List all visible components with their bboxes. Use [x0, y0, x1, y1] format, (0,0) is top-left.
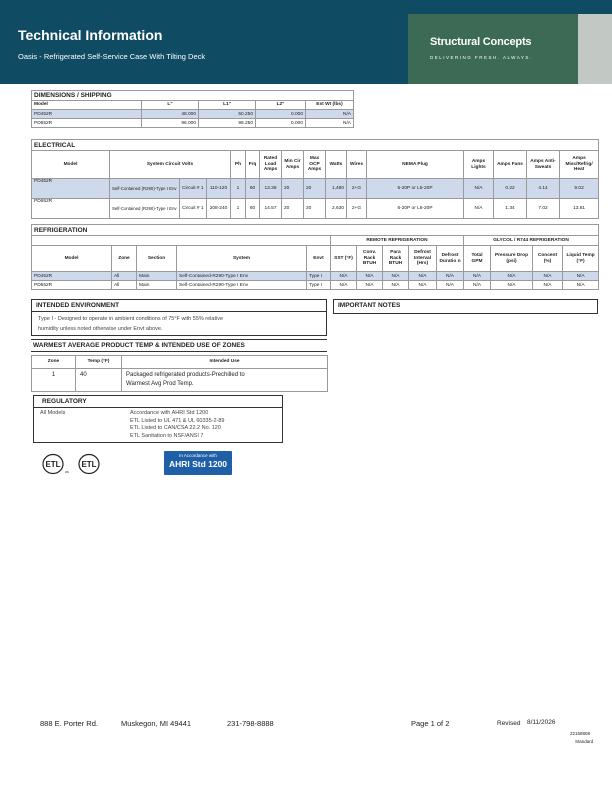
cell-mocp: 20 — [304, 199, 326, 219]
col-sst: SST (°F) — [331, 246, 357, 272]
svg-text:ETL: ETL — [45, 460, 61, 469]
col-defrost-interval: Defrost Interval (Hrs) — [409, 246, 437, 272]
cell-sst: N/A — [331, 272, 357, 281]
cell-para-rack: N/A — [383, 281, 409, 290]
regulatory-list — [130, 410, 224, 441]
cell-l1: 50.250 — [199, 110, 256, 119]
cell-total-gpm: N/A — [464, 272, 491, 281]
col-intended-use: Intended Use — [122, 356, 328, 369]
col-total-gpm: Total GPM — [464, 246, 491, 272]
cell-liquid-temp: N/A — [563, 272, 599, 281]
cell-defrost-interval: N/A — [409, 281, 437, 290]
cell-total-gpm: N/A — [464, 281, 491, 290]
cell-rla: 13.38 — [260, 179, 282, 199]
cell-l: 48.000 — [142, 110, 199, 119]
cell-system: Self-Contained-R290-Type I Env — [177, 272, 307, 281]
cell-concentration: N/A — [533, 281, 563, 290]
cell-phase: 1 — [231, 199, 246, 219]
cell-weight: N/A — [306, 119, 354, 128]
cell-l2: 0.000 — [256, 119, 306, 128]
col-zone: Zone — [112, 246, 137, 272]
cell-liquid-temp: N/A — [563, 281, 599, 290]
intended-environment-line: humidity unless noted otherwise under Envt above. — [38, 326, 163, 332]
refrigeration-table — [31, 224, 599, 290]
table-row — [32, 369, 328, 392]
col-zone: Zone — [32, 356, 76, 369]
cell-model: PD452R — [32, 179, 110, 199]
col-defrost-duration: Defrost Duratio n — [437, 246, 464, 272]
cell-circuit: Circuit # 1 — [180, 179, 207, 199]
cell-phase: 1 — [231, 179, 246, 199]
cell-rla: 14.57 — [260, 199, 282, 219]
electrical-table — [31, 139, 599, 219]
cell-fans: 1.34 — [494, 199, 527, 219]
table-row — [32, 179, 599, 199]
col-max-ocp: Max OCP Amps — [304, 151, 326, 179]
intended-environment-text — [32, 312, 326, 336]
cell-mca: 20 — [282, 179, 304, 199]
intended-use-line: Warmest Avg Prod Temp. — [126, 381, 194, 387]
cell-envt: Type I — [307, 272, 331, 281]
cell-weight: N/A — [306, 110, 354, 119]
page-title: Technical Information — [18, 27, 163, 43]
col-model: Model — [32, 246, 112, 272]
cell-system: Self-Contained-R290-Type I Env — [177, 281, 307, 290]
revised-label: Revised — [497, 720, 521, 727]
group-remote-refrigeration: REMOTE REFRIGERATION — [331, 236, 464, 246]
cell-conv-rack: N/A — [357, 281, 383, 290]
page-number: Page 1 of 2 — [411, 719, 450, 728]
cell-frequency: 60 — [246, 199, 260, 219]
cell-lights: N/A — [464, 199, 494, 219]
cell-watts: 1,480 — [326, 179, 347, 199]
cell-lights: N/A — [464, 179, 494, 199]
col-nema-plug: NEMA Plug — [367, 151, 464, 179]
cell-model: PD652R — [32, 119, 142, 128]
cell-mocp: 20 — [304, 179, 326, 199]
intended-use-line: Packaged refrigerated products-Prechilled to — [126, 372, 245, 378]
regulatory-item: ETL Sanitation to NSF/ANSI 7 — [130, 433, 204, 440]
regulatory-label: All Models — [40, 410, 66, 416]
col-temp: Temp (°F) — [76, 356, 122, 369]
cell-wires: 2+G — [347, 179, 367, 199]
cell-misc: 13.61 — [560, 199, 599, 219]
cell-volts: 208-240 — [207, 199, 231, 219]
regulatory-box — [33, 395, 283, 443]
col-amps-lights: Amps Lights — [464, 151, 494, 179]
brand-logo — [408, 14, 578, 84]
table-row — [32, 110, 354, 119]
cell-pressure-drop: N/A — [491, 272, 533, 281]
col-concentration: Concent (%) — [533, 246, 563, 272]
cell-defrost-interval: N/A — [409, 272, 437, 281]
electrical-title: ELECTRICAL — [32, 140, 599, 151]
header-accent-strip — [578, 14, 612, 84]
important-notes-title: IMPORTANT NOTES — [338, 302, 401, 309]
cell-antisweat: 7.02 — [527, 199, 560, 219]
cell-zone: All — [112, 281, 137, 290]
col-min-cir: Min Cir Amps — [282, 151, 304, 179]
table-row — [32, 281, 599, 290]
col-conv-rack: Conv. Rack BTUH — [357, 246, 383, 272]
cell-plug: 5-20P or L5-20P — [367, 179, 464, 199]
cell-temp: 40 — [76, 369, 122, 392]
cell-concentration: N/A — [533, 272, 563, 281]
footer-address: 888 E. Porter Rd. — [40, 719, 98, 728]
intended-environment-line: Type I - Designed to operate in ambient conditions of 75°F with 55% relative — [38, 316, 224, 322]
header-banner — [0, 0, 612, 84]
col-weight: Est Wt (lbs) — [306, 101, 354, 110]
dimensions-title: DIMENSIONS / SHIPPING — [32, 91, 354, 101]
col-phase: Ph — [231, 151, 246, 179]
col-rated-load: Rated Load Amps — [260, 151, 282, 179]
revised-date: 8/11/2026 — [527, 719, 556, 726]
cell-zone: All — [112, 272, 137, 281]
cell-plug: 6-20P or L6-20P — [367, 199, 464, 219]
cell-misc: 9.02 — [560, 179, 599, 199]
cell-volts: 110-120 — [207, 179, 231, 199]
cell-wires: 2+G — [347, 199, 367, 219]
regulatory-title: REGULATORY — [34, 396, 282, 408]
cell-model: PD652R — [32, 199, 110, 219]
col-para-rack: Para Rack BTUH — [383, 246, 409, 272]
cell-mca: 20 — [282, 199, 304, 219]
cell-pressure-drop: N/A — [491, 281, 533, 290]
svg-text:us: us — [65, 470, 69, 474]
col-l: L" — [142, 101, 199, 110]
regulatory-item: ETL Listed to UL 471 & UL 60335-2-89 — [130, 417, 225, 424]
cell-system: Self-Contained (R290)-Type I Env — [110, 179, 180, 199]
group-glycol-refrigeration: GLYCOL / R744 REFRIGERATION — [464, 236, 599, 246]
col-l2: L2" — [256, 101, 306, 110]
col-model: Model — [32, 101, 142, 110]
cell-model: PD452R — [32, 272, 112, 281]
col-frequency: Frq — [246, 151, 260, 179]
col-model: Model — [32, 151, 110, 179]
cell-frequency: 60 — [246, 179, 260, 199]
cell-fans: 0.22 — [494, 179, 527, 199]
cell-sst: N/A — [331, 281, 357, 290]
page-subtitle: Oasis - Refrigerated Self-Service Case With Tilting Deck — [18, 52, 206, 61]
footer-phone: 231-798-8888 — [227, 719, 274, 728]
col-section: Section — [137, 246, 177, 272]
ahri-badge-line2: AHRI Std 1200 — [168, 459, 228, 469]
ahri-badge — [164, 451, 232, 475]
cell-model: PD652R — [32, 281, 112, 290]
footer-city: Muskegon, MI 49441 — [121, 719, 192, 728]
cell-section: Main — [137, 281, 177, 290]
cell-intended-use — [122, 369, 328, 392]
col-system-circuit-volts: System Circuit Volts — [110, 151, 231, 179]
regulatory-item: ETL Listed to CAN/CSA 22.2 No. 120 — [130, 425, 221, 432]
document-number: 22158808 — [570, 731, 591, 736]
table-row — [32, 199, 599, 219]
cell-para-rack: N/A — [383, 272, 409, 281]
cell-l1: 98.250 — [199, 119, 256, 128]
cell-zone: 1 — [32, 369, 76, 392]
cell-system: Self-Contained (R290)-Type I Env — [110, 199, 180, 219]
cell-antisweat: 4.14 — [527, 179, 560, 199]
col-amps-fans: Amps Fans — [494, 151, 527, 179]
col-l1: L1" — [199, 101, 256, 110]
regulatory-item: Accordance with AHRI Std 1200 — [130, 410, 209, 416]
dimensions-table — [31, 90, 354, 128]
cell-envt: Type I — [307, 281, 331, 290]
svg-text:ETL: ETL — [81, 460, 97, 469]
cell-model: PD452R — [32, 110, 142, 119]
cell-conv-rack: N/A — [357, 272, 383, 281]
col-envt: Envt — [307, 246, 331, 272]
brand-name: Structural Concepts — [430, 36, 532, 48]
table-row — [32, 272, 599, 281]
important-notes-box — [333, 299, 598, 314]
table-row — [32, 119, 354, 128]
col-amps-misc: Amps Misc/Refrig/ Heat — [560, 151, 599, 179]
refrigeration-title: REFRIGERATION — [32, 225, 599, 236]
cell-l: 96.000 — [142, 119, 199, 128]
cell-defrost-duration: N/A — [437, 281, 464, 290]
col-watts: Watts — [326, 151, 347, 179]
intended-environment-title: INTENDED ENVIRONMENT — [32, 300, 326, 312]
col-liquid-temp: Liquid Temp (°F) — [563, 246, 599, 272]
col-system: System — [177, 246, 307, 272]
etl-sanitation-icon — [76, 453, 104, 475]
cell-circuit: Circuit # 1 — [180, 199, 207, 219]
col-amps-antisweat: Amps Anti-Sweats — [527, 151, 560, 179]
etl-listed-icon — [40, 453, 68, 475]
warmest-temp-title: WARMEST AVERAGE PRODUCT TEMP & INTENDED USE OF ZONES — [31, 340, 327, 352]
cell-watts: 2,630 — [326, 199, 347, 219]
cell-defrost-duration: N/A — [437, 272, 464, 281]
warmest-temp-table — [31, 355, 328, 392]
ahri-badge-line1: In Accordance with — [179, 453, 217, 458]
intended-environment-box — [31, 299, 327, 336]
document-type: Standard — [575, 739, 594, 744]
col-pressure-drop: Pressure Drop (psi) — [491, 246, 533, 272]
col-wires: Wires — [347, 151, 367, 179]
cell-l2: 0.000 — [256, 110, 306, 119]
brand-tagline: DELIVERING FRESH. ALWAYS. — [430, 55, 533, 60]
cell-section: Main — [137, 272, 177, 281]
